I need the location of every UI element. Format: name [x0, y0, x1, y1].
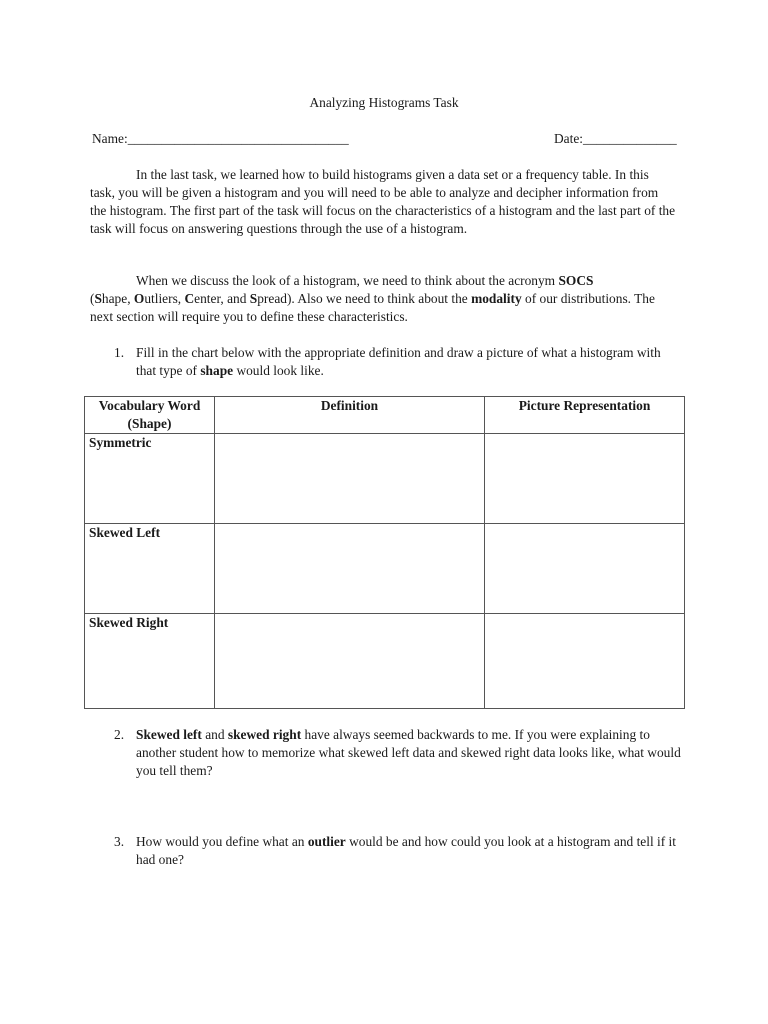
spread-word: pread). Also we need to think about the	[257, 291, 472, 306]
row-skewed-right-definition-cell[interactable]	[215, 614, 485, 709]
outliers-word: utliers,	[144, 291, 185, 306]
header-definition: Definition	[215, 397, 485, 434]
skewed-left-term: Skewed left	[136, 727, 202, 742]
intro-paragraph-1	[90, 166, 676, 238]
q2-text-b: have always seemed backwards to me. If you were explaining to another student how to memorize what skewed left data and skewed right data looks like, what would you tell them?	[136, 727, 681, 778]
intro-text-2a: When we discuss the look of a histogram, we need to think about the acronym	[136, 273, 559, 288]
question-3-text	[136, 833, 681, 869]
intro-text-2g: of our distributions. The next section will require you to define these characteristics.	[90, 291, 655, 324]
q3-text-a: How would you define what an	[136, 834, 308, 849]
row-symmetric-picture-cell[interactable]	[485, 434, 685, 524]
skewed-right-term: skewed right	[227, 727, 302, 742]
intro-text-1: In the last task, we learned how to build histograms given a data set or a frequency table. In this task, you will be given a histogram and you will need to be able to analyze and decipher information from the histogram. The first part of the task will focus on the characteristics of a histogram and the last part of the task will focus on answering questions through the use of a histogram.	[90, 167, 676, 236]
shape-word: hape,	[101, 291, 134, 306]
question-1-number: 1.	[114, 345, 125, 360]
page-title: Analyzing Histograms Task	[309, 95, 459, 110]
table-header-row	[85, 397, 685, 434]
name-field[interactable]: Name:_________________________________	[92, 131, 349, 146]
outlier-term: outlier	[307, 834, 346, 849]
row-symmetric-definition-cell[interactable]	[215, 434, 485, 524]
date-field[interactable]: Date:______________	[554, 131, 677, 146]
q3-text-b: would be and how could you look at a histogram and tell if it had one?	[136, 834, 676, 867]
row-skewed-right-picture-cell[interactable]	[485, 614, 685, 709]
socs-s: S	[94, 291, 102, 306]
modality-term: modality	[471, 291, 522, 306]
paren: (	[90, 291, 95, 306]
socs-s2: S	[249, 291, 258, 306]
question-3-number: 3.	[114, 834, 125, 849]
question-1-text	[136, 344, 681, 380]
q2-text-a: and	[201, 727, 228, 742]
socs-c: C	[184, 291, 195, 306]
question-2-text	[136, 726, 681, 780]
table-row	[85, 614, 685, 709]
shape-term: shape	[200, 363, 234, 378]
row-skewed-left-picture-cell[interactable]	[485, 524, 685, 614]
question-2-number: 2.	[114, 727, 125, 742]
q1-text-a: Fill in the chart below with the appropriate definition and draw a picture of what a histogram with that type of	[136, 345, 661, 378]
table-row	[85, 434, 685, 524]
row-symmetric-word: Symmetric	[85, 434, 215, 524]
row-skewed-left-word: Skewed Left	[85, 524, 215, 614]
header-vocabulary-word: Vocabulary Word (Shape)	[85, 397, 215, 434]
header-picture-representation: Picture Representation	[485, 397, 685, 434]
socs-term: SOCS	[558, 273, 594, 288]
socs-o: O	[133, 291, 145, 306]
row-skewed-left-definition-cell[interactable]	[215, 524, 485, 614]
q1-text-b: would look like.	[233, 363, 324, 378]
row-skewed-right-word: Skewed Right	[85, 614, 215, 709]
table-row	[85, 524, 685, 614]
center-word: enter, and	[194, 291, 250, 306]
shape-vocabulary-table	[84, 396, 685, 709]
intro-paragraph-2	[90, 272, 676, 326]
